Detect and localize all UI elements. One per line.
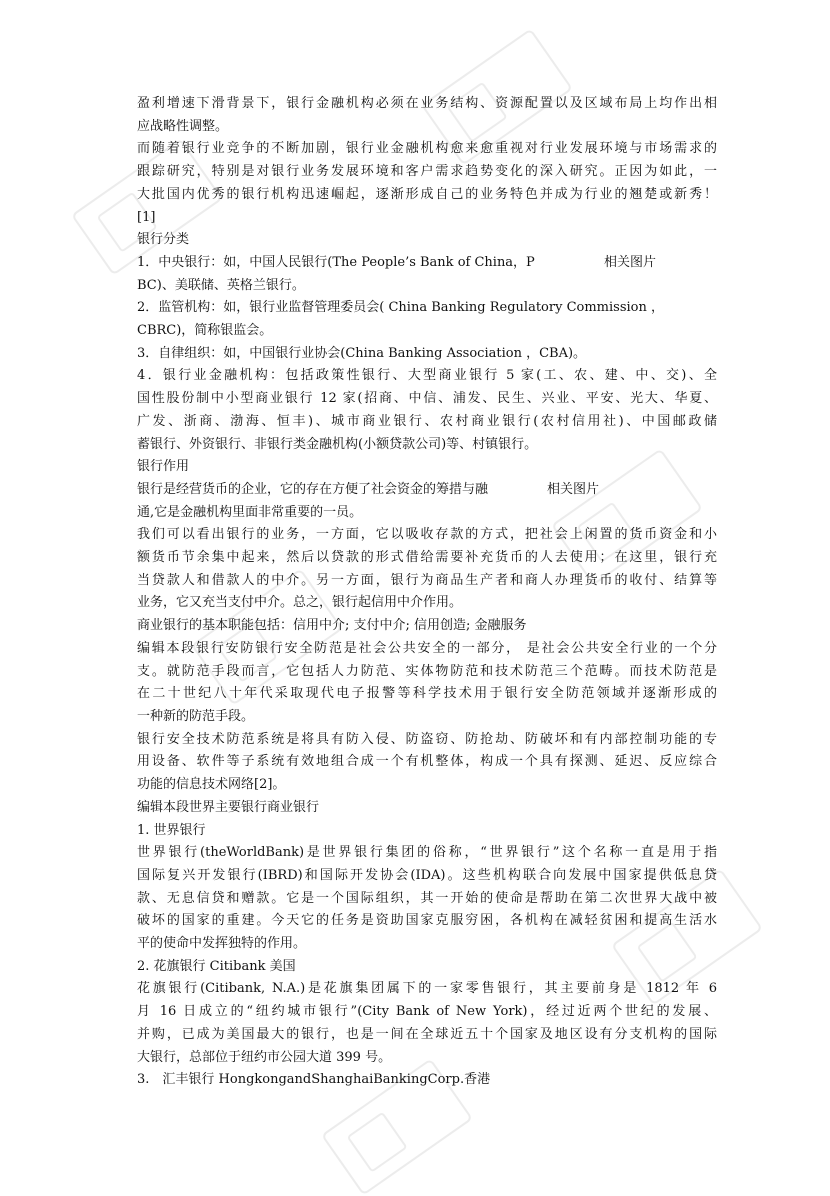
text-line: 平的使命中发挥独特的作用。: [137, 936, 307, 952]
text-line: 当贷款人和借款人的中介。另一方面，银行为商品生产者和商人办理货币的收付、结算等: [137, 572, 717, 588]
text-line: 业务，它又充当支付中介。总之，银行起信用中介作用。: [137, 595, 463, 611]
text-line: 额货币节余集中起来，然后以贷款的形式借给需要补充货币的人去使用；在这里，银行充: [137, 550, 717, 566]
text-line: 国性股份制中小型商业银行 12 家(招商、中信、浦发、民生、兴业、平安、光大、华夏、: [137, 391, 717, 407]
text-line: 盈利增速下滑背景下，银行金融机构必须在业务结构、资源配置以及区域布局上均作出相: [137, 96, 717, 111]
related-image-link[interactable]: 相关图片: [604, 254, 657, 270]
text-line: BC)、美联储、英格兰银行。: [137, 277, 305, 293]
text-line: CBRC)，简称银监会。: [137, 323, 273, 339]
text-line: 大银行，总部位于纽约市公园大道 399 号。: [137, 1049, 392, 1065]
text-line: 月 16 日成立的“纽约城市银行”(City Bank of New York)，经过近两个世纪的发展、: [137, 1004, 717, 1020]
section-heading: 银行作用: [137, 459, 190, 475]
text-line: [137, 252, 717, 275]
text-line: 大批国内优秀的银行机构迅速崛起，逐渐形成自己的业务特色并成为行业的翘楚或新秀！: [137, 186, 717, 202]
text-line: 编辑本段银行安防银行安全防范是社会公共安全的一部分， 是社会公共安全行业的一个分: [137, 640, 717, 656]
related-image-link[interactable]: 相关图片: [547, 481, 600, 497]
text-line: 蓄银行、外资银行、非银行类金融机构(小额贷款公司)等、村镇银行。: [137, 436, 538, 452]
text-line: 花旗银行(Citibank, N.A.)是花旗集团属下的一家零售银行，其主要前身是 1812 年 6: [137, 981, 717, 997]
text-line: 国际复兴开发银行(IBRD)和国际开发协会(IDA)。这些机构联合向发展中国家提供低息贷: [137, 867, 717, 883]
text-line: 在二十世纪八十年代采取现代电子报警等科学技术用于银行安全防范领域并逐渐形成的: [137, 686, 717, 702]
text-line: [137, 479, 717, 502]
text-line: 应战略性调整。: [137, 118, 229, 134]
section-heading: 编辑本段世界主要银行商业银行: [137, 799, 320, 815]
text-line: 我们可以看出银行的业务，一方面，它以吸收存款的方式，把社会上闲置的货币资金和小: [137, 527, 717, 543]
text-line: 2．监管机构：如，银行业监督管理委员会( China Banking Regulatory Commission ，: [137, 300, 664, 316]
text-line: 4．银行业金融机构：包括政策性银行、大型商业银行 5 家(工、农、建、中、交)、全: [137, 368, 717, 384]
section-heading: 银行分类: [137, 232, 190, 248]
text-line: 破坏的国家的重建。今天它的任务是资助国家克服穷困，各机构在减轻贫困和提高生活水: [137, 913, 717, 929]
text-line: 世界银行(theWorldBank)是世界银行集团的俗称，“世界银行”这个名称一直是用于指: [137, 845, 717, 861]
text-segment: 1．中央银行：如，中国人民银行(The People’s Bank of China，P: [137, 254, 535, 270]
text-line: 并购，已成为美国最大的银行，也是一间在全球近五十个国家及地区设有分支机构的国际: [137, 1026, 717, 1042]
subsection-heading: 3. 汇丰银行 HongkongandShanghaiBankingCorp.香港: [137, 1072, 491, 1088]
subsection-heading: 1. 世界银行: [137, 822, 206, 838]
text-segment: 银行是经营货币的企业，它的存在方便了社会资金的筹措与融: [137, 481, 489, 497]
text-line: 用设备、软件等子系统有效地组合成一个有机整体，构成一个具有探测、延迟、反应综合: [137, 754, 717, 770]
text-line: 3．自律组织：如，中国银行业协会(China Banking Association ，CBA)。: [137, 345, 587, 361]
text-line: 支。就防范手段而言，它包括人力防范、实体物防范和技术防范三个范畴。而技术防范是: [137, 663, 717, 679]
text-line: 银行安全技术防范系统是将具有防入侵、防盗窃、防抢劫、防破坏和有内部控制功能的专: [137, 731, 717, 747]
text-line: 款、无息信贷和赠款。它是一个国际组织，其一开始的使命是帮助在第二次世界大战中被: [137, 890, 717, 906]
text-line: 而随着银行业竞争的不断加剧，银行业金融机构愈来愈重视对行业发展环境与市场需求的: [137, 141, 717, 157]
document-body: [137, 93, 717, 1092]
text-line: [1]: [137, 209, 156, 225]
text-line: 功能的信息技术网络[2]。: [137, 777, 286, 793]
text-line: 通,它是金融机构里面非常重要的一员。: [137, 504, 363, 520]
text-line: 广发、浙商、渤海、恒丰)、城市商业银行、农村商业银行(农村信用社)、中国邮政储: [137, 413, 717, 429]
text-line: 一种新的防范手段。: [137, 708, 255, 724]
text-line: 商业银行的基本职能包括：信用中介; 支付中介; 信用创造; 金融服务: [137, 618, 527, 634]
text-line: 跟踪研究，特别是对银行业务发展环境和客户需求趋势变化的深入研究。正因为如此，一: [137, 164, 717, 180]
subsection-heading: 2. 花旗银行 Citibank 美国: [137, 958, 296, 974]
